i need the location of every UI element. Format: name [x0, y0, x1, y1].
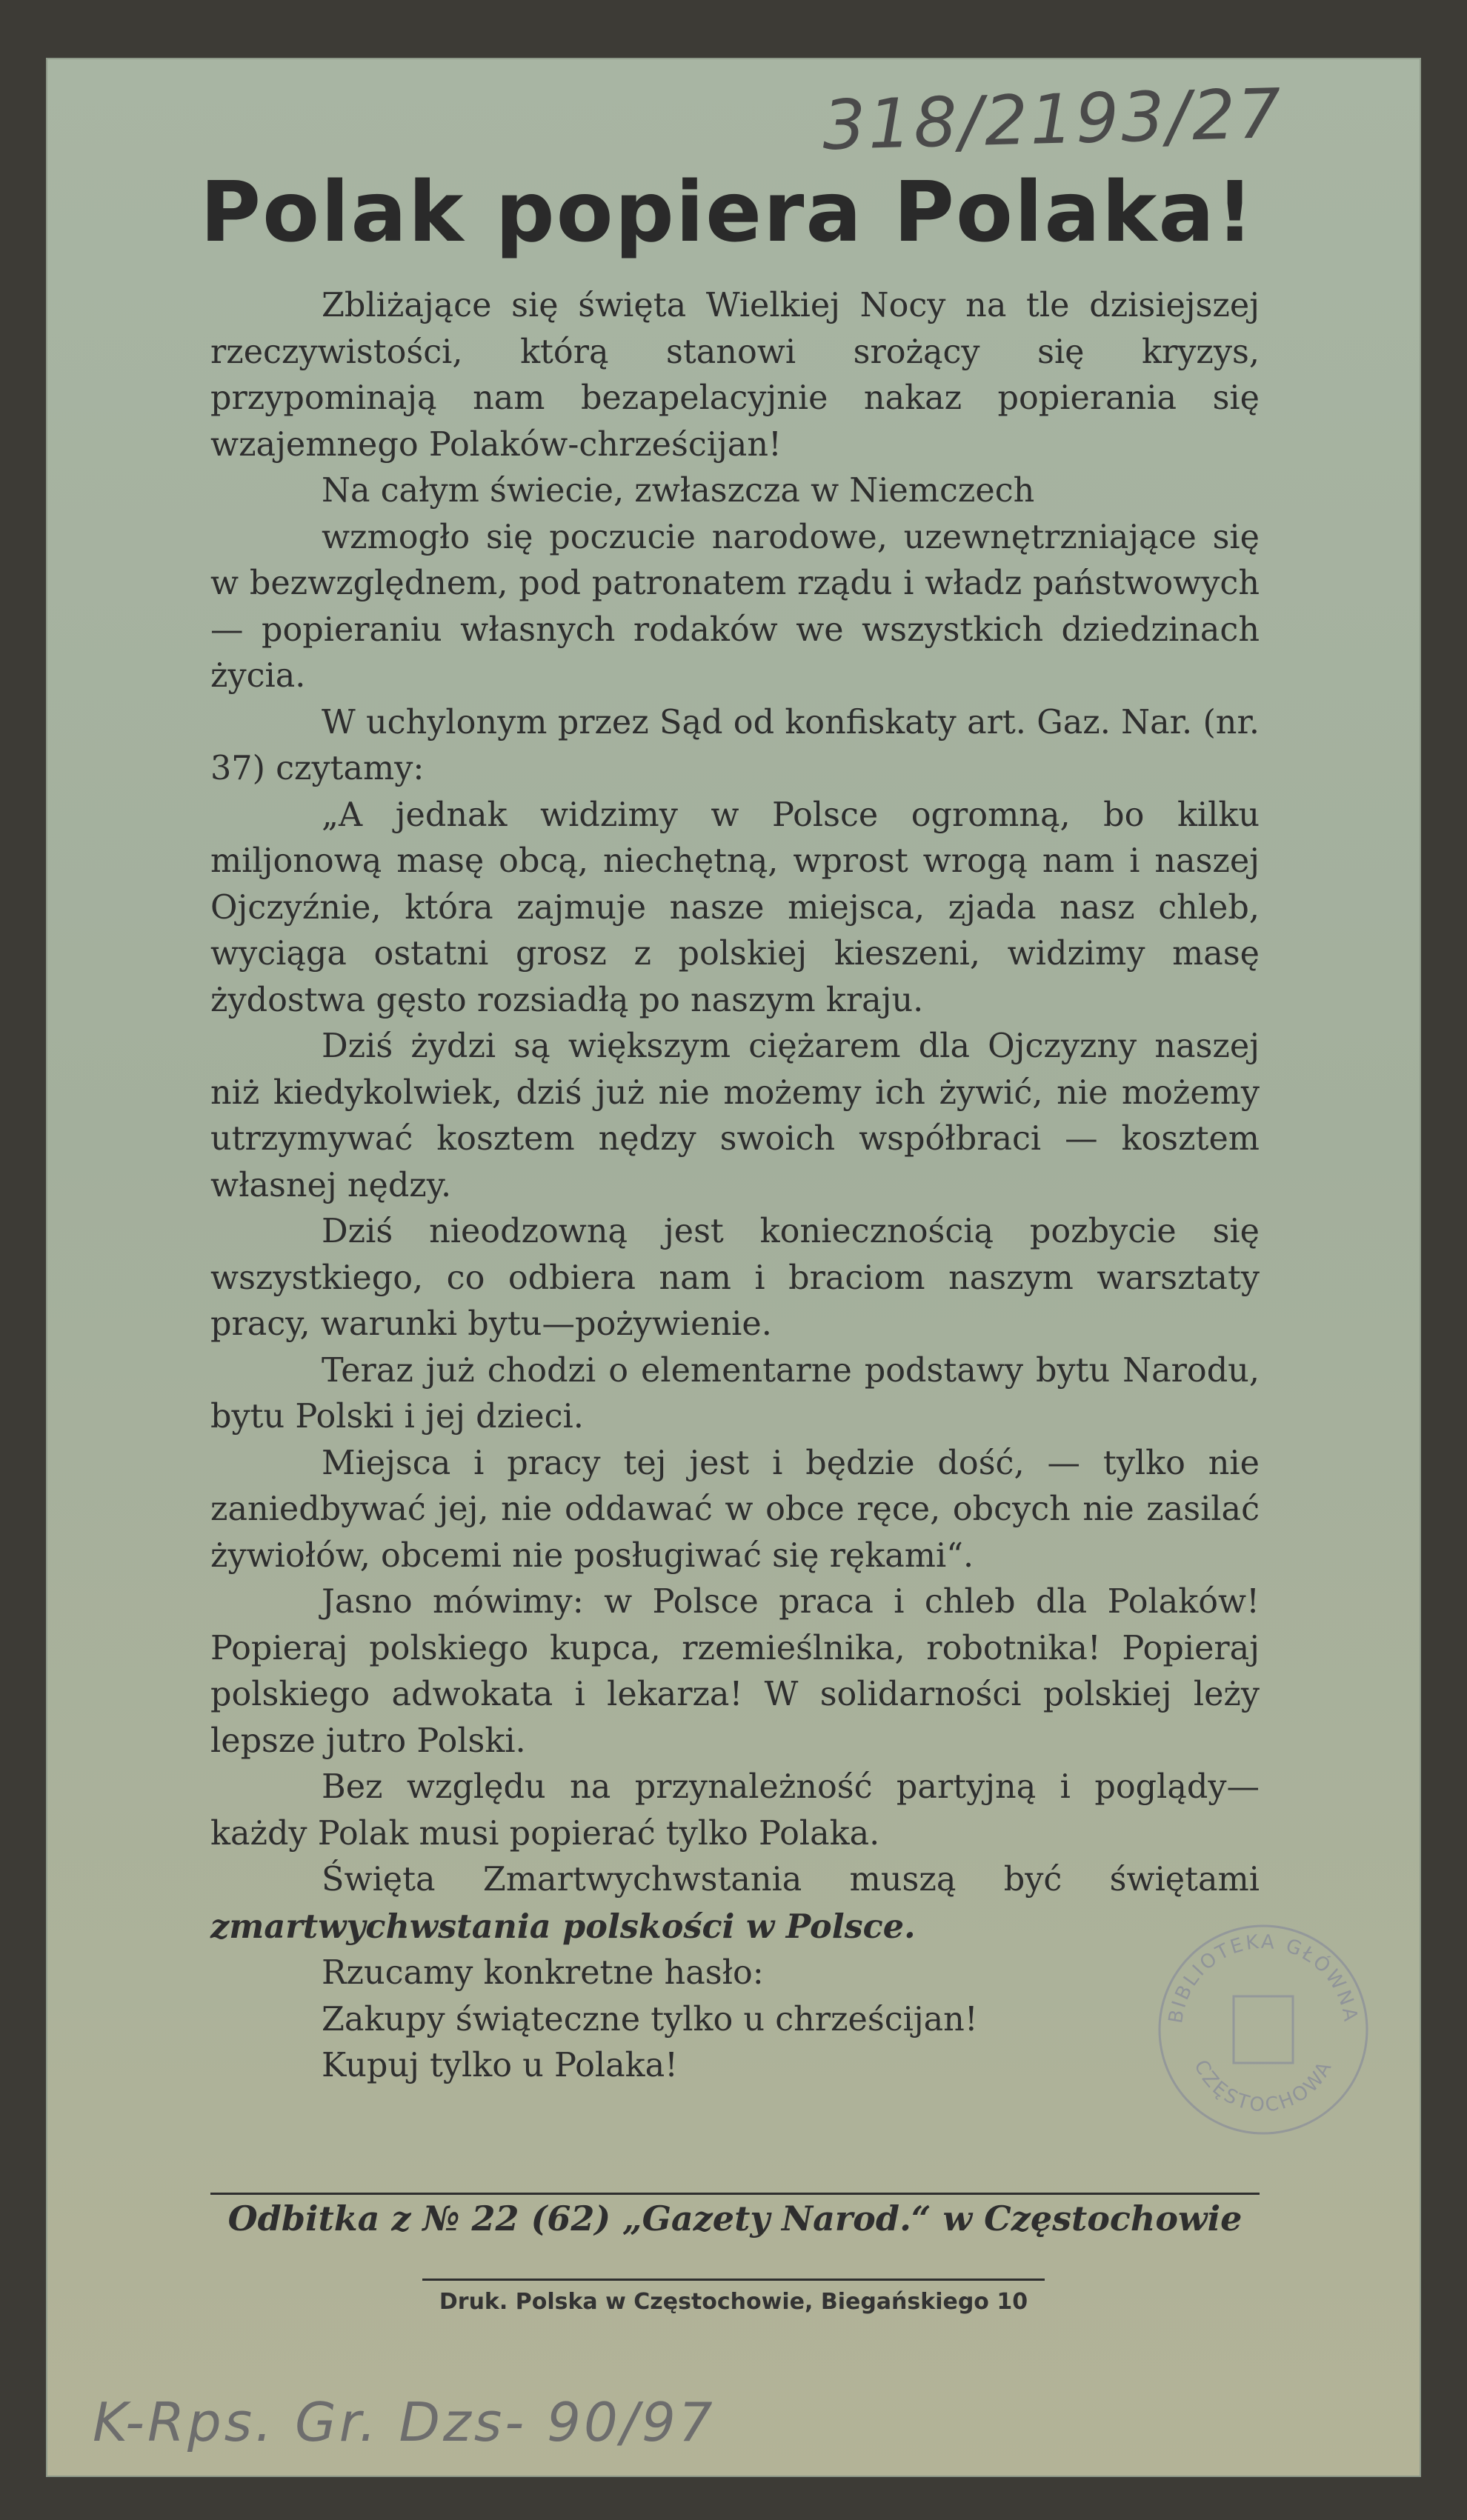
- svg-text:CZĘSTOCHOWA: [1189, 2056, 1337, 2116]
- paragraph-6: Dziś nieodzowną jest koniecznością pozbycie się wszystkiego, co odbiera nam i braciom naszym warsztaty pracy, warunki bytu—pożywienie.: [210, 1213, 1260, 1343]
- printer-imprint: Druk. Polska w Częstochowie, Biegańskiego 10: [439, 2289, 1028, 2315]
- paragraph-2a: Na całym świecie, zwłaszcza w Niemczech: [322, 472, 1035, 510]
- article-body: [210, 283, 1260, 2090]
- paragraph-13: Zakupy świąteczne tylko u chrześcijan!: [322, 2000, 978, 2039]
- svg-text:BIBLIOTEKA GŁÓWNA: [1165, 1931, 1362, 2025]
- reprint-note: Odbitka z № 22 (62) „Gazety Narod.“ w Częstochowie: [227, 2199, 1243, 2239]
- paragraph-4-quote: „A jednak widzimy w Polsce ogromną, bo kilku miljonową masę obcą, niechętną, wprost wrogą nam i naszej Ojczyźnie, która zajmuje nasze miejsca, zjada nasz chleb, wyciąga ostatni grosz z polskiej kieszeni, widzimy masę żydostwa gęsto rozsiadłą po naszym kraju.: [210, 796, 1260, 1019]
- paragraph-9: Jasno mówimy: w Polsce praca i chleb dla Polaków! Popieraj polskiego kupca, rzemieślnika, robotnika! Popieraj polskiego adwokata i lekarza! W solidarności polskiej leży lepsze jutro Polski.: [210, 1583, 1260, 1760]
- paragraph-11-text: Święta Zmartwychwstania muszą być świętami: [322, 1861, 1260, 1899]
- paragraph-7: Teraz już chodzi o elementarne podstawy bytu Narodu, bytu Polski i jej dzieci.: [210, 1351, 1260, 1436]
- paragraph-14: Kupuj tylko u Polaka!: [322, 2047, 679, 2084]
- paragraph-8: Miejsca i pracy tej jest i będzie dość, — tylko nie zaniedbywać jej, nie oddawać w obce ręce, obcych nie zasilać żywiołów, obcemi nie posługiwać się rękami“.: [210, 1444, 1260, 1575]
- paragraph-10: Bez względu na przynależność partyjną i poglądy—każdy Polak musi popierać tylko Polaka.: [210, 1768, 1260, 1853]
- library-stamp: [1152, 1919, 1374, 2141]
- archive-number-handwritten: 318/2193/27: [821, 73, 1285, 166]
- paragraph-12: Rzucamy konkretne hasło:: [322, 1954, 764, 1992]
- footer-divider-bottom: [422, 2279, 1045, 2281]
- paragraph-1: [210, 283, 1260, 468]
- stamp-emblem: [1234, 1996, 1293, 2063]
- paragraph-5: Dziś żydzi są większym ciężarem dla Ojczyzny naszej niż kiedykolwiek, dziś już nie możemy ich żywić, nie możemy utrzymywać kosztem nędzy swoich współbraci — kosztem własnej nędzy.: [210, 1027, 1260, 1204]
- paragraph-11-emphasis: zmartwychwstania polskości w Polsce.: [210, 1907, 916, 1946]
- footer-divider-top: [210, 2193, 1260, 2195]
- stamp-bottom-text: CZĘSTOCHOWA: [1189, 2056, 1337, 2117]
- stamp-top-text: BIBLIOTEKA GŁÓWNA: [1165, 1930, 1362, 2025]
- paragraph-1-text: Zbliżające się święta Wielkiej Nocy na tle dzisiejszej rzeczywistości, którą stanowi srożący się kryzys, przypominają nam bezapelacyjnie nakaz popierania się wzajemnego Polaków-chrześcijan!: [210, 287, 1260, 464]
- paragraph-3: W uchylonym przez Sąd od konfiskaty art. Gaz. Nar. (nr. 37) czytamy:: [210, 703, 1260, 787]
- page-title: Polak popiera Polaka!: [200, 164, 1256, 261]
- paragraph-2b: wzmogło się poczucie narodowe, uzewnętrzniające się w bezwzględnem, pod patronatem rządu i władz państwowych — popieraniu własnych rodaków we wszystkich dziedzinach życia.: [210, 518, 1260, 695]
- pencil-call-number: K-Rps. Gr. Dzs- 90/97: [93, 2391, 716, 2453]
- paragraph-11: [210, 1857, 1260, 1950]
